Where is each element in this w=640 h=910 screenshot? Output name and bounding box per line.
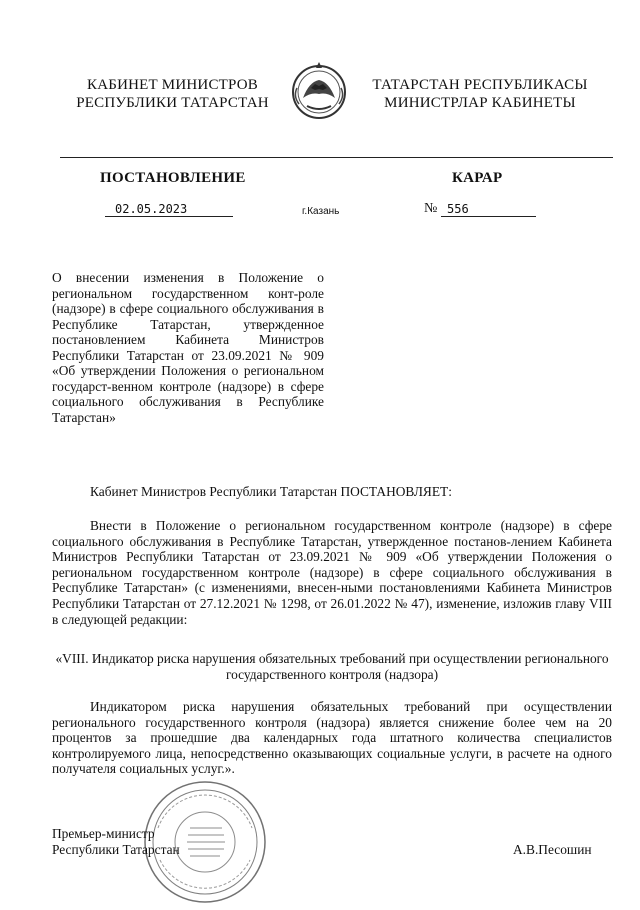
doc-date: 02.05.2023	[105, 202, 233, 217]
issuer-name-russian	[70, 76, 275, 112]
body-intro: Кабинет Министров Республики Татарстан ПОСТАНОВЛЯЕТ:	[90, 484, 452, 499]
chapter-heading: «VIII. Индикатор риска нарушения обязательных требований при осуществлении регионального государственного контроля (надзора)	[55, 651, 609, 682]
doc-number-label: №	[424, 201, 438, 216]
doc-type-tatar: КАРАР	[452, 170, 503, 186]
issuer-line-2: РЕСПУБЛИКИ ТАТАРСТАН	[76, 95, 269, 111]
doc-type-russian: ПОСТАНОВЛЕНИЕ	[100, 170, 246, 186]
signatory-position	[52, 826, 180, 857]
header-divider	[60, 157, 613, 158]
indicator-paragraph: Индикатором риска нарушения обязательных требований при осуществлении регионального государственного контроля (надзора) является снижение более чем на 20 процентов за прошедшие два календарных года штатного количества специалистов контролируемого лица, непосредственно оказывающих социальные услуги, в расчете на одного получателя социальных услуг.».	[52, 699, 612, 777]
doc-title: О внесении изменения в Положение о региональном государственном конт-роле (надзоре) в сфере социального обслуживания в Республике Татарстан, утвержденное постановлением Кабинета Министров Республики Татарстан от 23.09.2021 № 909 «Об утверждении Положения о региональном государст-венном контроле (надзоре) в сфере социального обслуживания в Республике Татарстан»	[52, 270, 324, 425]
signatory-position-line-1: Премьер-министр	[52, 826, 155, 841]
doc-number: 556	[441, 202, 536, 217]
tatarstan-coat-of-arms-icon	[289, 58, 349, 124]
signatory-name: А.В.Песошин	[513, 842, 592, 857]
issuer-tatar-line-2: МИНИСТРЛАР КАБИНЕТЫ	[384, 95, 576, 111]
issuer-tatar-line-1: ТАТАРСТАН РЕСПУБЛИКАСЫ	[372, 77, 588, 93]
signatory-position-line-2: Республики Татарстан	[52, 841, 180, 857]
body-main-paragraph: Внести в Положение о региональном государственном контроле (надзоре) в сфере социального обслуживания в Республике Татарстан, утвержденное постанов-лением Кабинета Министров Республики Татарстан от 23.09.2021 № 909 «Об утверждении Положения о региональном государственном контроле (надзоре) в сфере социального обслуживания в Республике Татарстан» (с изменениями, внесен-ными постановлениями Кабинета Министров Республики Татарстан от 27.12.2021 № 1298, от 26.01.2022 № 47), изменение, изложив главу VIII в следующей редакции:	[52, 518, 612, 627]
issuer-name-tatar	[360, 76, 600, 112]
issuer-line-1: КАБИНЕТ МИНИСТРОВ	[87, 77, 258, 93]
doc-city: г.Казань	[302, 206, 340, 217]
